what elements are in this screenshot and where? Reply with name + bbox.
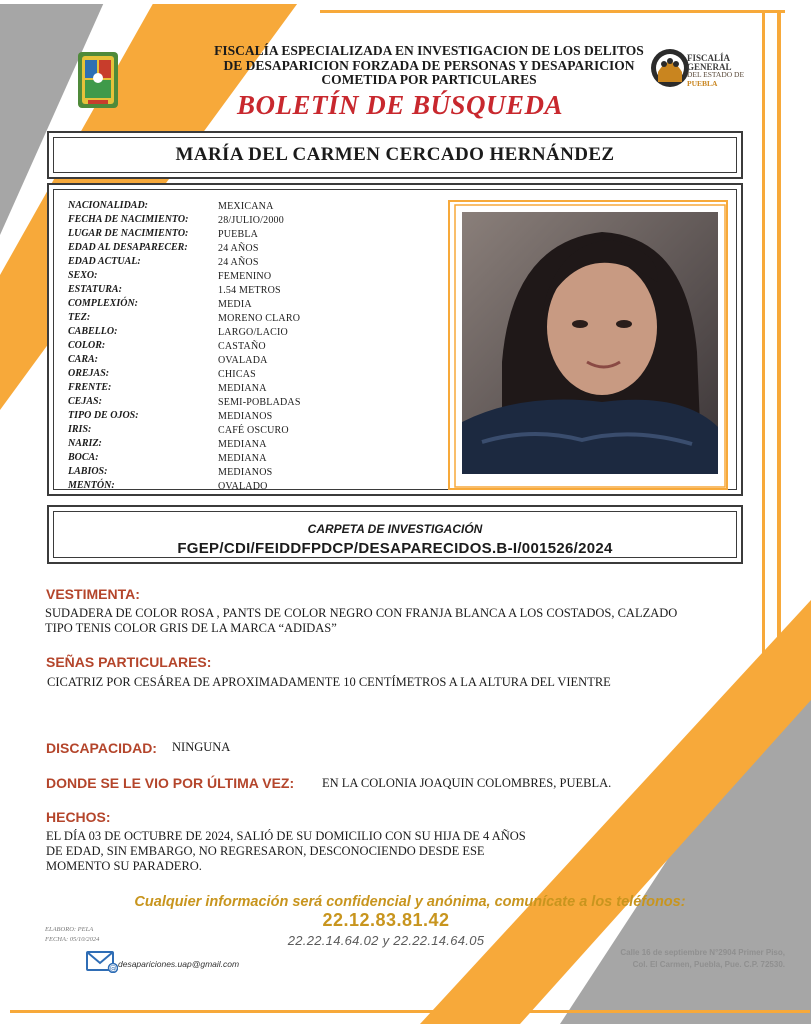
missing-person-photo	[462, 212, 718, 474]
detail-label: COMPLEXIÓN:	[68, 298, 139, 309]
marks-text: CICATRIZ POR CESÁREA DE APROXIMADAMENTE 10 CENTÍMETROS A LA ALTURA DEL VIENTRE	[47, 675, 611, 689]
logo-line-3: PUEBLA	[687, 78, 718, 88]
detail-label: COLOR:	[68, 340, 106, 351]
detail-row	[68, 396, 448, 410]
detail-row	[68, 382, 448, 396]
detail-value: MEXICANA	[218, 201, 274, 212]
fiscalia-logo	[650, 40, 770, 100]
case-label: CARPETA DE INVESTIGACIÓN	[307, 522, 483, 536]
address-line-2: Col. El Carmen, Puebla, Pue. C.P. 72530.	[632, 960, 785, 969]
contact-message: Cualquier información será confidencial y anónima, comunícate a los teléfonos:	[134, 894, 686, 910]
detail-value: MORENO CLARO	[218, 313, 301, 324]
detail-row	[68, 298, 448, 312]
svg-text:@: @	[109, 964, 117, 973]
detail-label: CABELLO:	[68, 326, 118, 337]
detail-label: CEJAS:	[68, 396, 102, 407]
phone-main[interactable]: 22.12.83.81.42	[322, 910, 450, 930]
detail-value: 1.54 METROS	[218, 285, 281, 296]
detail-label: ESTATURA:	[68, 284, 122, 295]
detail-value: CHICAS	[218, 369, 256, 380]
detail-value: CAFÉ OSCURO	[218, 425, 289, 436]
office-address	[555, 947, 785, 971]
detail-row	[68, 200, 448, 214]
fiscalia-emblem-icon	[650, 42, 690, 98]
puebla-coat-of-arms-icon	[76, 50, 120, 110]
email-icon	[86, 951, 118, 973]
phone-alternates[interactable]: 22.22.14.64.02 y 22.22.14.64.05	[287, 933, 485, 948]
portrait-image	[462, 212, 718, 474]
detail-value: MEDIANOS	[218, 411, 273, 422]
detail-label: EDAD AL DESAPARECER:	[68, 242, 188, 253]
detail-value: MEDIANA	[218, 383, 267, 394]
detail-row	[68, 410, 448, 424]
detail-row	[68, 242, 448, 256]
facts-text	[46, 829, 606, 874]
address-line-1: Calle 16 de septiembre N°2904 Primer Piso,	[620, 948, 785, 957]
detail-row	[68, 214, 448, 228]
detail-label: LABIOS:	[68, 466, 108, 477]
detail-value: FEMENINO	[218, 271, 272, 282]
agency-line-3: COMETIDA POR PARTICULARES	[321, 72, 537, 87]
detail-value: PUEBLA	[218, 229, 259, 240]
detail-value: MEDIANOS	[218, 467, 273, 478]
facts-line-2: DE EDAD, SIN EMBARGO, NO REGRESARON, DESCONOCIENDO DESDE ESE	[46, 844, 485, 858]
detail-row	[68, 424, 448, 438]
detail-row	[68, 368, 448, 382]
detail-label: OREJAS:	[68, 368, 110, 379]
detail-row	[68, 480, 448, 494]
detail-row	[68, 256, 448, 270]
detail-label: IRIS:	[68, 424, 92, 435]
logo-line-1: FISCALÍA GENERAL	[687, 53, 732, 72]
prepared-by: ELABORO: PELA	[45, 926, 94, 933]
detail-value: 28/JULIO/2000	[218, 215, 284, 226]
detail-value: MEDIANA	[218, 439, 267, 450]
name-box	[47, 131, 743, 179]
detail-value: MEDIA	[218, 299, 252, 310]
last-seen-value: EN LA COLONIA JOAQUIN COLOMBRES, PUEBLA.	[322, 776, 612, 790]
agency-line-1: FISCALÍA ESPECIALIZADA EN INVESTIGACION DE LOS DELITOS	[214, 43, 644, 58]
detail-label: NARIZ:	[68, 438, 102, 449]
detail-row	[68, 340, 448, 354]
detail-row	[68, 312, 448, 326]
facts-heading: HECHOS:	[46, 809, 111, 825]
detail-label: NACIONALIDAD:	[68, 200, 149, 211]
detail-row	[68, 326, 448, 340]
detail-row	[68, 466, 448, 480]
detail-label: FRENTE:	[68, 382, 112, 393]
marks-heading: SEÑAS PARTICULARES:	[46, 654, 212, 670]
detail-label: TIPO DE OJOS:	[68, 410, 139, 421]
detail-value: OVALADO	[218, 481, 268, 492]
clothing-line-2: TIPO TENIS COLOR GRIS DE LA MARCA “ADIDAS”	[45, 621, 337, 635]
last-seen-heading: DONDE SE LE VIO POR ÚLTIMA VEZ:	[46, 775, 295, 791]
detail-label: MENTÓN:	[68, 480, 115, 491]
logo-line-2: DEL ESTADO DE	[687, 70, 745, 79]
agency-line-2: DE DESAPARICION FORZADA DE PERSONAS Y DESAPARICION	[223, 57, 635, 73]
detail-value: SEMI-POBLADAS	[218, 397, 301, 408]
detail-value: 24 AÑOS	[218, 243, 259, 254]
detail-row	[68, 452, 448, 466]
detail-row	[68, 438, 448, 452]
detail-label: CARA:	[68, 354, 99, 365]
clothing-text	[45, 606, 765, 636]
detail-label: SEXO:	[68, 270, 98, 281]
case-inner-border	[53, 511, 737, 558]
bulletin-title: BOLETÍN DE BÚSQUEDA	[236, 90, 564, 120]
email-address[interactable]: desapariciones.uap@gmail.com	[118, 959, 240, 969]
disability-value: NINGUNA	[172, 740, 231, 754]
clothing-line-1: SUDADERA DE COLOR ROSA , PANTS DE COLOR NEGRO CON FRANJA BLANCA A LOS COSTADOS, CALZADO	[45, 606, 678, 620]
detail-row	[68, 354, 448, 368]
detail-row	[68, 228, 448, 242]
detail-value: OVALADA	[218, 355, 268, 366]
detail-value: LARGO/LACIO	[218, 327, 288, 338]
facts-line-3: MOMENTO SU PARADERO.	[46, 859, 202, 873]
missing-person-name: MARÍA DEL CARMEN CERCADO HERNÁNDEZ	[53, 137, 737, 173]
detail-row	[68, 270, 448, 284]
detail-label: LUGAR DE NACIMIENTO:	[68, 228, 189, 239]
detail-row	[68, 284, 448, 298]
agency-title	[205, 44, 653, 88]
detail-value: 24 AÑOS	[218, 257, 259, 268]
case-number: FGEP/CDI/FEIDDFPDCP/DESAPARECIDOS.B-I/001526/2024	[177, 540, 613, 557]
detail-value: MEDIANA	[218, 453, 267, 464]
detail-label: FECHA DE NACIMIENTO:	[68, 214, 189, 225]
case-box	[47, 505, 743, 564]
clothing-heading: VESTIMENTA:	[46, 586, 140, 602]
detail-label: BOCA:	[68, 452, 99, 463]
facts-line-1: EL DÍA 03 DE OCTUBRE DE 2024, SALIÓ DE SU DOMICILIO CON SU HIJA DE 4 AÑOS	[46, 829, 526, 843]
detail-value: CASTAÑO	[218, 341, 266, 352]
disability-heading: DISCAPACIDAD:	[46, 740, 157, 756]
detail-label: EDAD ACTUAL:	[68, 256, 141, 267]
prepared-date: FECHA: 05/10/2024	[45, 936, 100, 943]
detail-label: TEZ:	[68, 312, 91, 323]
